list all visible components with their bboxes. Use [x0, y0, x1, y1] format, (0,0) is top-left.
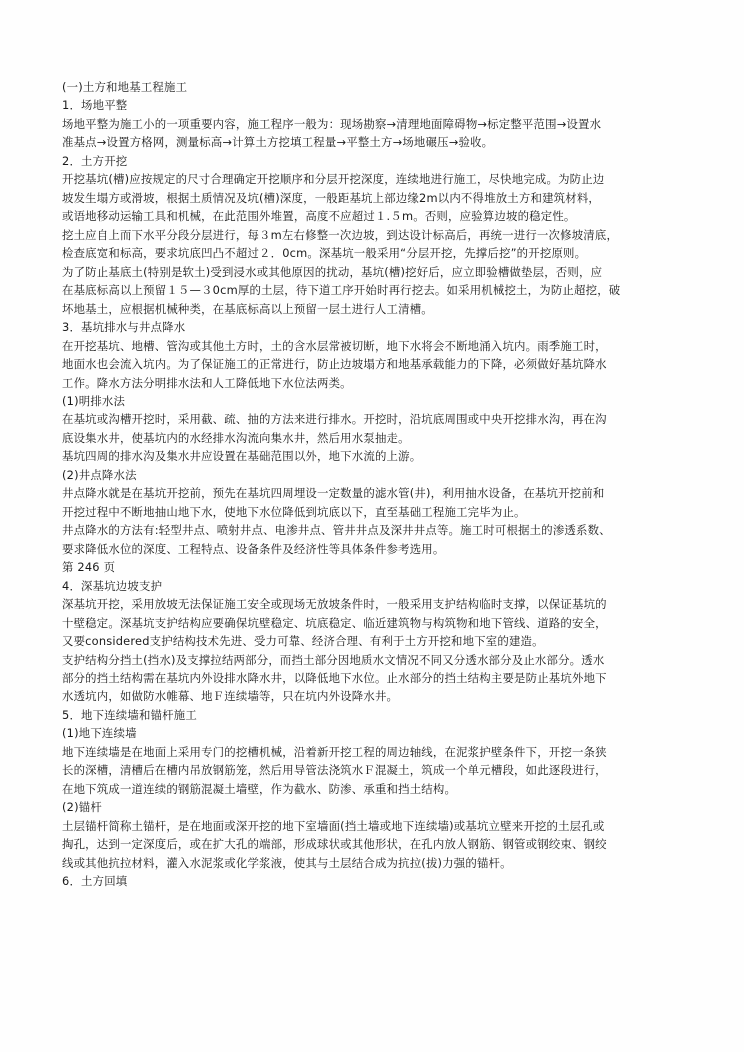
- subsection-3-para-6: 基坑四周的排水沟及集水井应设置在基础范围以外，地下水流的上游。: [62, 449, 422, 464]
- subsection-2-para-8: 坏地基土，应根据机械种类，在基底标高以上预留一层土进行人工清槽。: [62, 301, 433, 316]
- subsection-1-para-1: 场地平整为施工小的一项重要内容，施工程序一般为：现场勘察→清理地面障碍物→标定整平范围→设置水: [62, 116, 602, 131]
- subsection-5-para-3: 在地下筑成一道连续的钢筋混凝土墙壁，作为截水、防渗、承重和挡土结构。: [62, 781, 457, 796]
- subsection-3-para-5: 底设集水井，使基坑内的水经排水沟流向集水井，然后用水泵抽走。: [62, 430, 410, 445]
- subsection-4-para-3: 又要considered支护结构技术先进、受力可靠、经济合理、有利于土方开挖和地下室的建造。: [62, 634, 544, 649]
- subsection-3-title: 3．基坑排水与井点降水: [62, 320, 186, 335]
- subsection-2-para-3: 或语地移动运输工具和机械，在此范围外堆置，高度不应超过１.５m。否则，应验算边坡的稳定性。: [62, 209, 576, 224]
- subsection-3-item-2: (2)井点降水法: [62, 467, 137, 482]
- subsection-4-para-5: 部分的挡土结构需在基坑内外设排水降水井，以降低地下水位。止水部分的挡土结构主要是防止基坑外地下: [62, 671, 607, 685]
- subsection-4-para-1: 深基坑开挖，采用放坡无法保证施工安全或现场无放坡条件时，一般采用支护结构临时支撑，以保证基坑的: [62, 597, 607, 612]
- subsection-2-para-5: 检查底宽和标高，要求坑底凹凸不超过２．0cm。深基坑一般采用“分层开挖，先撑后挖”的开挖原则。: [62, 246, 587, 261]
- document-body: [62, 78, 682, 891]
- subsection-3-para-3: 工作。降水方法分明排水法和人工降低地下水位法两类。: [62, 375, 352, 390]
- subsection-3-para-9: 井点降水的方法有:轻型井点、喷射井点、电渗井点、管井井点及深井井点等。施工时可根据土的渗透系数、: [62, 523, 611, 538]
- subsection-3-item-1: (1)明排水法: [62, 393, 126, 408]
- subsection-4-para-6: 水透坑内，如做防水帷幕、地Ｆ连续墙等，只在坑内外设降水井。: [62, 689, 399, 704]
- subsection-4-para-2: 十壁稳定。深基坑支护结构应要确保坑壁稳定、坑底稳定、临近建筑物与构筑物和地下管线、道路的安全，: [62, 615, 607, 630]
- page-number-mark: 第 246 页: [62, 560, 116, 575]
- subsection-2-para-4: 挖土应自上而下水平分段分层进行，每３m左右修整一次边坡，到达设计标高后，再统一进行一次修坡清底，: [62, 227, 619, 242]
- subsection-2-para-7: 在基底标高以上预留１５—３0cm厚的土层，待下道工序开始时再行挖去。如采用机械挖土，为防止超挖，破: [62, 283, 621, 298]
- subsection-2-para-1: 开挖基坑(槽)应按规定的尺寸合理确定开挖顺序和分层开挖深度，连续地进行施工，尽快地完成。为防止边: [62, 172, 605, 187]
- section-title: (一)土方和地基工程施工: [62, 80, 188, 94]
- subsection-5-title: 5．地下连续墙和锚杆施工: [62, 707, 197, 722]
- subsection-3-para-2: 地面水也会流入坑内。为了保证施工的正常进行，防止边坡塌方和地基承载能力的下降，必须做好基坑降水: [62, 357, 607, 372]
- subsection-5-item-1: (1)地下连续墙: [62, 726, 137, 741]
- subsection-6-title: 6．土方回填: [62, 874, 128, 889]
- subsection-5-para-6: 线或其他抗拉材料，灌入水泥浆或化学浆液，使其与土层结合成为抗拉(拔)力强的锚杆。: [62, 855, 512, 870]
- subsection-5-para-4: 土层锚杆简称土锚杆，是在地面或深开挖的地下室墙面(挡土墙或地下连续墙)或基坑立壁来开挖的土层孔或: [62, 818, 605, 833]
- subsection-2-para-6: 为了防止基底土(特别是软土)受到浸水或其他原因的扰动，基坑(槽)挖好后，应立即验槽做垫层，否则，应: [62, 264, 603, 279]
- subsection-5-para-2: 长的深槽，清槽后在槽内吊放钢筋笼，然后用导管法浇筑水Ｆ混凝土，筑成一个单元槽段，如此逐段进行，: [62, 763, 607, 778]
- subsection-2-title: 2．土方开挖: [62, 153, 128, 168]
- subsection-3-para-10: 要求降低水位的深度、工程特点、设备条件及经济性等具体条件参考选用。: [62, 541, 445, 556]
- subsection-5-para-1: 地下连续墙是在地面上采用专门的挖槽机械，沿着新开挖工程的周边轴线，在泥浆护壁条件下，开挖一条狭: [62, 744, 607, 759]
- subsection-2-para-2: 坡发生塌方或滑坡，根据土质情况及坑(槽)深度，一般距基坑上部边缘2m以内不得堆放土方和建筑材料，: [62, 190, 601, 205]
- subsection-1-title: 1．场地平整: [62, 98, 128, 113]
- subsection-4-title: 4．深基坑边坡支护: [62, 578, 163, 593]
- subsection-3-para-8: 开挖过程中不断地抽山地下水，使地下水位降低到坑底以下，直至基础工程施工完毕为止。: [62, 504, 526, 519]
- subsection-1-para-2: 准基点→设置方格网，测量标高→计算土方挖填工程量→平整土方→场地碾压→验收。: [62, 135, 494, 150]
- subsection-5-para-5: 掏孔，达到一定深度后，或在扩大孔的端部，形成球状或其他形状，在孔内放人钢筋、钢管或钢绞束、钢绞: [62, 837, 607, 852]
- subsection-3-para-7: 井点降水就是在基坑开挖前，预先在基坑四周埋设一定数量的滤水管(井)，利用抽水设备，在基坑开挖前和: [62, 486, 605, 501]
- subsection-3-para-1: 在开挖基坑、地槽、管沟或其他土方时，土的含水层常被切断，地下水将会不断地涌入坑内。雨季施工时，: [62, 338, 607, 353]
- subsection-4-para-4: 支护结构分挡土(挡水)及支撑拉结两部分，而挡土部分因地质水文情况不同又分透水部分及止水部分。透水: [62, 652, 605, 667]
- subsection-5-item-2: (2)锚杆: [62, 800, 102, 815]
- subsection-3-para-4: 在基坑或沟槽开挖时，采用截、疏、抽的方法来进行排水。开挖时，沿坑底周围或中央开挖排水沟，再在沟: [62, 412, 607, 427]
